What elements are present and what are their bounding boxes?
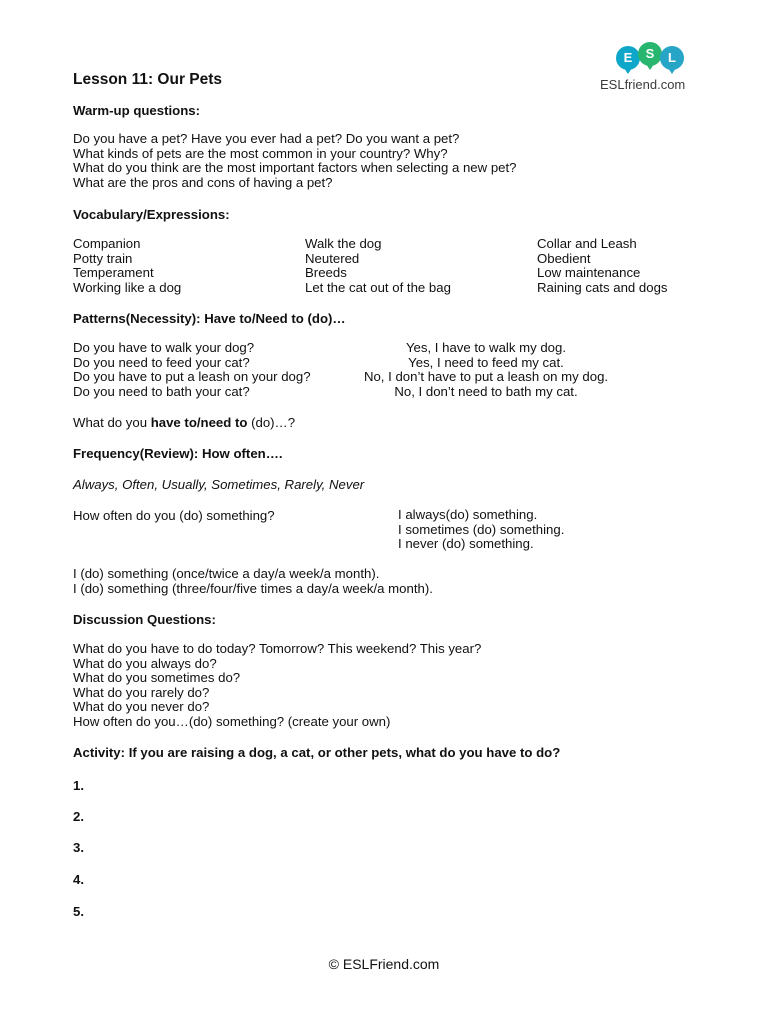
frequency-answers	[398, 508, 564, 552]
pattern-answer: No, I don’t need to bath my cat.	[394, 383, 578, 399]
frequency-heading: Frequency(Review): How often….	[73, 446, 283, 461]
prompt-text-end: (do)…?	[247, 415, 296, 430]
discussion-question: What do you always do?	[73, 655, 217, 671]
prompt-text-start: What do you	[73, 415, 151, 430]
vocab-term: Let the cat out of the bag	[305, 279, 451, 295]
discussion-question: What do you rarely do?	[73, 684, 210, 700]
logo-site-name: ESLfriend.com	[600, 77, 686, 92]
discussion-question: What do you never do?	[73, 699, 210, 715]
frequency-example: I (do) something (once/twice a day/a week/a month).	[73, 566, 380, 581]
discussion-heading: Discussion Questions:	[73, 612, 216, 627]
discussion-question: What do you have to do today? Tomorrow? This weekend? This year?	[73, 641, 482, 656]
warmup-heading: Warm-up questions:	[73, 103, 200, 118]
frequency-adverbs: Always, Often, Usually, Sometimes, Rarely, Never	[73, 477, 365, 492]
vocab-term: Low maintenance	[537, 265, 641, 281]
pattern-question: Do you have to walk your dog?	[73, 340, 255, 355]
eslfriend-logo	[600, 44, 700, 96]
pattern-answer: Yes, I need to feed my cat.	[408, 354, 564, 370]
lesson-title: Lesson 11: Our Pets	[73, 71, 223, 88]
vocab-term: Potty train	[73, 250, 133, 266]
pattern-question: Do you have to put a leash on your dog?	[73, 369, 311, 385]
logo-bubbles	[610, 44, 690, 72]
frequency-answer: I never (do) something.	[398, 536, 534, 552]
footer-copyright: © ESLFriend.com	[328, 956, 440, 972]
activity-item-5: 5.	[73, 904, 84, 919]
vocab-term: Neutered	[305, 250, 360, 266]
vocab-term: Raining cats and dogs	[537, 279, 668, 295]
frequency-answer: I sometimes (do) something.	[398, 521, 565, 537]
vocab-term: Obedient	[537, 250, 591, 266]
vocab-term: Companion	[73, 236, 141, 251]
frequency-example: I (do) something (three/four/five times a day/a week/a month).	[73, 580, 433, 596]
frequency-question: How often do you (do) something?	[73, 508, 275, 523]
patterns-heading: Patterns(Necessity): Have to/Need to (do)…	[73, 311, 346, 326]
warmup-question: What do you think are the most important factors when selecting a new pet?	[73, 160, 517, 176]
vocab-column-2	[305, 237, 451, 295]
pattern-question: Do you need to bath your cat?	[73, 383, 250, 399]
frequency-examples	[73, 567, 433, 596]
activity-item-4: 4.	[73, 872, 84, 887]
logo-bubble-e: E	[616, 46, 640, 70]
activity-item-3: 3.	[73, 840, 84, 855]
logo-bubble-s: S	[638, 42, 662, 66]
patterns-answers	[352, 341, 620, 399]
patterns-questions	[73, 341, 311, 399]
vocab-term: Temperament	[73, 265, 154, 281]
activity-item-2: 2.	[73, 809, 84, 824]
vocab-heading: Vocabulary/Expressions:	[73, 207, 230, 222]
vocab-term: Collar and Leash	[537, 236, 637, 251]
warmup-question: What are the pros and cons of having a pet?	[73, 174, 333, 190]
vocab-term: Working like a dog	[73, 279, 182, 295]
logo-bubble-l: L	[660, 46, 684, 70]
vocab-term: Walk the dog	[305, 236, 382, 251]
pattern-answer: Yes, I have to walk my dog.	[405, 340, 567, 355]
discussion-question: What do you sometimes do?	[73, 670, 241, 686]
activity-heading: Activity: If you are raising a dog, a cat, or other pets, what do you have to do?	[73, 745, 561, 760]
warmup-question: What kinds of pets are the most common in your country? Why?	[73, 145, 448, 161]
discussion-questions	[73, 642, 481, 730]
vocab-column-3	[537, 237, 668, 295]
vocab-column-1	[73, 237, 181, 295]
warmup-question: Do you have a pet? Have you ever had a pet? Do you want a pet?	[73, 131, 460, 146]
vocab-term: Breeds	[305, 265, 347, 281]
prompt-text-bold: have to/need to	[150, 415, 248, 430]
activity-item-1: 1.	[73, 778, 84, 793]
frequency-answer: I always(do) something.	[398, 507, 538, 522]
discussion-question: How often do you…(do) something? (create your own)	[73, 713, 391, 729]
patterns-prompt	[73, 415, 295, 430]
pattern-answer: No, I don’t have to put a leash on my dog.	[363, 369, 609, 385]
warmup-questions	[73, 132, 516, 190]
pattern-question: Do you need to feed your cat?	[73, 354, 250, 370]
